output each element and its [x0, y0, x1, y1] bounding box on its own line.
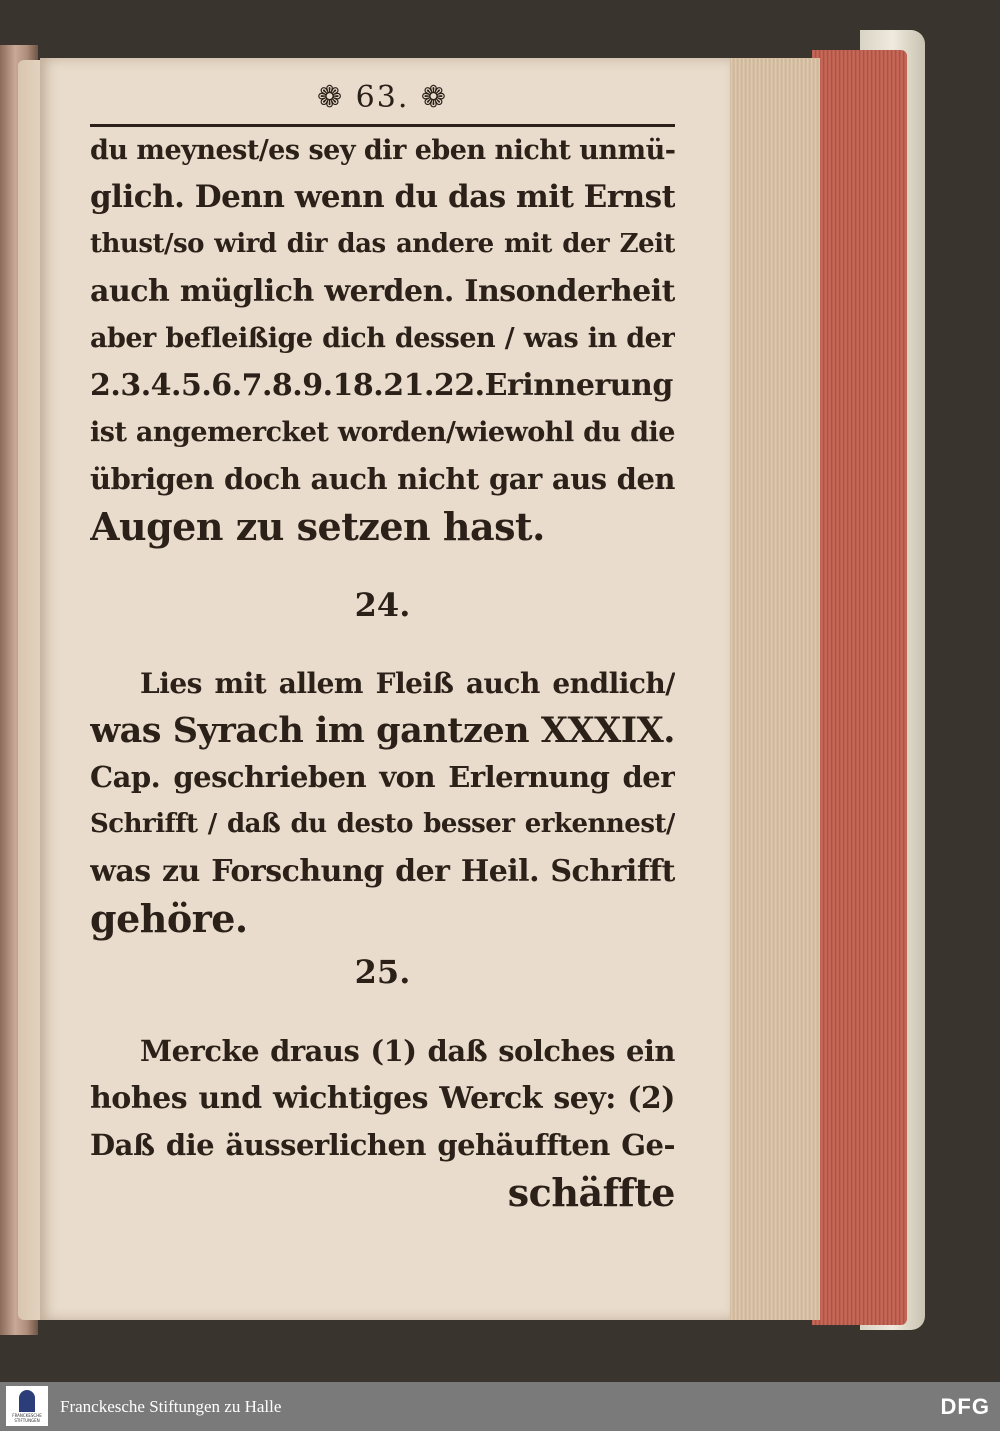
text-line: ist angemercket worden/wiewohl du die — [90, 417, 675, 448]
logo-label: FRANCKESCHE STIFTUNGEN — [12, 1413, 42, 1423]
text-line: auch müglich werden. Insonderheit — [90, 274, 675, 309]
text-line: was Syrach im gantzen XXXIX. — [90, 710, 675, 751]
text-line: Lies mit allem Fleiß auch endlich/ — [140, 667, 675, 700]
page-stack-edges — [728, 58, 820, 1320]
text-line: Schrifft / daß du desto besser erkennest/ — [90, 809, 675, 839]
text-line: gehöre. — [90, 896, 248, 941]
red-page-edge — [812, 50, 907, 1325]
text-line: Daß die äusserlichen gehäufften Ge- — [90, 1128, 675, 1162]
text-line: übrigen doch auch nicht gar aus den — [90, 462, 675, 496]
text-line: Mercke draus (1) daß solches ein — [140, 1034, 675, 1068]
ornament-icon: ❁ — [409, 80, 449, 115]
text-line: Augen zu setzen hast. — [90, 504, 545, 549]
text-line: hohes und wichtiges Werck sey: (2) — [90, 1081, 675, 1116]
text-line: 2.3.4.5.6.7.8.9.18.21.22.Erinnerung — [90, 368, 673, 403]
page-number: 63. — [355, 80, 410, 115]
page-text-block — [90, 78, 675, 1216]
francke-logo[interactable] — [6, 1386, 48, 1426]
running-head — [90, 78, 675, 118]
institution-name[interactable]: Franckesche Stiftungen zu Halle — [60, 1397, 282, 1416]
text-line: aber befleißige dich dessen / was in der — [90, 323, 675, 354]
section-number: 25. — [354, 953, 411, 991]
dfg-logo[interactable]: DFG — [940, 1394, 990, 1419]
ornament-icon: ❁ — [316, 80, 356, 115]
section-number: 24. — [354, 586, 411, 624]
footer-bar — [0, 1382, 1000, 1431]
building-icon — [19, 1390, 35, 1412]
text-line: glich. Denn wenn du das mit Ernst — [90, 179, 675, 215]
text-line: was zu Forschung der Heil. Schrifft — [90, 854, 675, 889]
text-line: thust/so wird dir das andere mit der Zeit — [90, 229, 675, 259]
catchword: schäffte — [507, 1170, 675, 1215]
book-page — [40, 58, 730, 1320]
text-line: du meynest/es sey dir eben nicht unmü- — [90, 135, 675, 166]
text-line: Cap. geschrieben von Erlernung der — [90, 760, 675, 794]
